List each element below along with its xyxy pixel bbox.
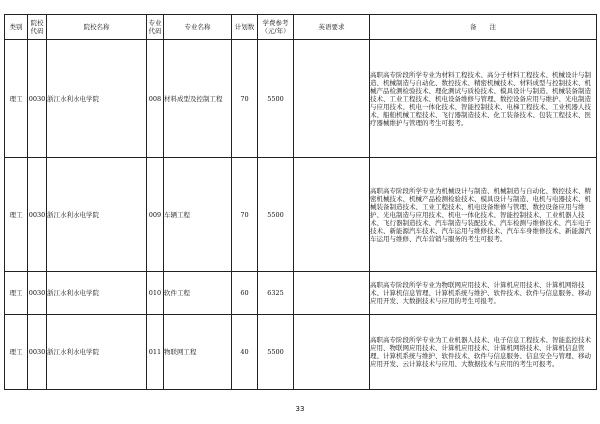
plan-count-cell: 40 [232,315,258,390]
header-school-code: 院校代码 [28,15,47,40]
table-row [5,315,597,390]
table-row [5,272,597,315]
table-row [5,158,597,272]
major-code-cell: 009 [147,158,164,272]
school-name-cell: 浙江水利水电学院 [47,315,147,390]
admissions-table [4,14,597,390]
major-name-cell: 车辆工程 [164,158,232,272]
header-english: 英语要求 [294,15,370,40]
school-code-cell: 0030 [28,158,47,272]
header-plan-count: 计划数 [232,15,258,40]
tuition-cell: 5500 [258,158,294,272]
major-code-cell: 008 [147,40,164,158]
english-requirement-cell [294,272,370,315]
english-requirement-cell [294,315,370,390]
header-major-code: 专业代码 [147,15,164,40]
tuition-cell: 6325 [258,272,294,315]
school-code-cell: 0030 [28,40,47,158]
plan-count-cell: 70 [232,158,258,272]
remarks-cell: 高职高专阶段所学专业为物联网应用技术、计算机应用技术、计算机网络技术、计算机信息管理、计算机系统与维护、软件技术、软件与信息服务、移动应用开发、大数据技术与应用的考生可报考。 [370,272,597,315]
school-name-cell: 浙江水利水电学院 [47,272,147,315]
major-name-cell: 材料成型及控制工程 [164,40,232,158]
header-category: 类别 [5,15,28,40]
header-remarks: 备 注 [370,15,597,40]
header-tuition: 学费参考（元/年） [258,15,294,40]
tuition-cell: 5500 [258,40,294,158]
remarks-cell: 高职高专阶段所学专业为材料工程技术、高分子材料工程技术、机械设计与制造、机械制造与自动化、数控技术、精密机械技术、材料成型与控制技术、机械产品检测检验技术、理化测试与质检技术、模具设计与制造、机械装备制造技术、工业工程技术、机电设备维修与管理、数控设备应用与维护、光电制造与应用技术、机电一体化技术、智能控制技术、电梯工程技术、工业机器人技术、船舶机械工程技术、飞行器制造技术、化工装备技术、包装工程技术、医疗器械维护与管理的考生可报考。 [370,40,597,158]
remarks-cell: 高职高专阶段所学专业为机械设计与制造、机械制造与自动化、数控技术、精密机械技术、机械产品检测检验技术、模具设计与制造、电机与电器技术、机械装备制造技术、工业工程技术、机电设备维修与管理、数控设备应用与维护、光电制造与应用技术、机电一体化技术、智能控制技术、工业机器人技术、飞行器制造技术、汽车制造与装配技术、汽车检测与维修技术、汽车电子技术、新能源汽车技术、汽车运用与维修技术、汽车车身维修技术、新能源汽车运用与维修、汽车营销与服务的考生可报考。 [370,158,597,272]
table-row [5,40,597,158]
category-cell: 理工 [5,315,28,390]
category-cell: 理工 [5,40,28,158]
school-name-cell: 浙江水利水电学院 [47,158,147,272]
tuition-cell: 5500 [258,315,294,390]
header-major-name: 专业名称 [164,15,232,40]
header-school-name: 院校名称 [47,15,147,40]
major-code-cell: 011 [147,315,164,390]
category-cell: 理工 [5,158,28,272]
plan-count-cell: 60 [232,272,258,315]
school-code-cell: 0030 [28,272,47,315]
english-requirement-cell [294,40,370,158]
english-requirement-cell [294,158,370,272]
major-name-cell: 软件工程 [164,272,232,315]
school-code-cell: 0030 [28,315,47,390]
school-name-cell: 浙江水利水电学院 [47,40,147,158]
remarks-cell: 高职高专阶段所学专业为工业机器人技术、电子信息工程技术、智能监控技术应用、物联网应用技术、计算机应用技术、计算机网络技术、计算机信息管理、计算机系统与维护、软件技术、软件与信息服务、信息安全与管理、移动应用开发、云计算技术与应用、大数据技术与应用的考生可报考。 [370,315,597,390]
page-number: 33 [295,405,305,413]
plan-count-cell: 70 [232,40,258,158]
major-code-cell: 010 [147,272,164,315]
major-name-cell: 物联网工程 [164,315,232,390]
header-row [5,15,597,40]
category-cell: 理工 [5,272,28,315]
